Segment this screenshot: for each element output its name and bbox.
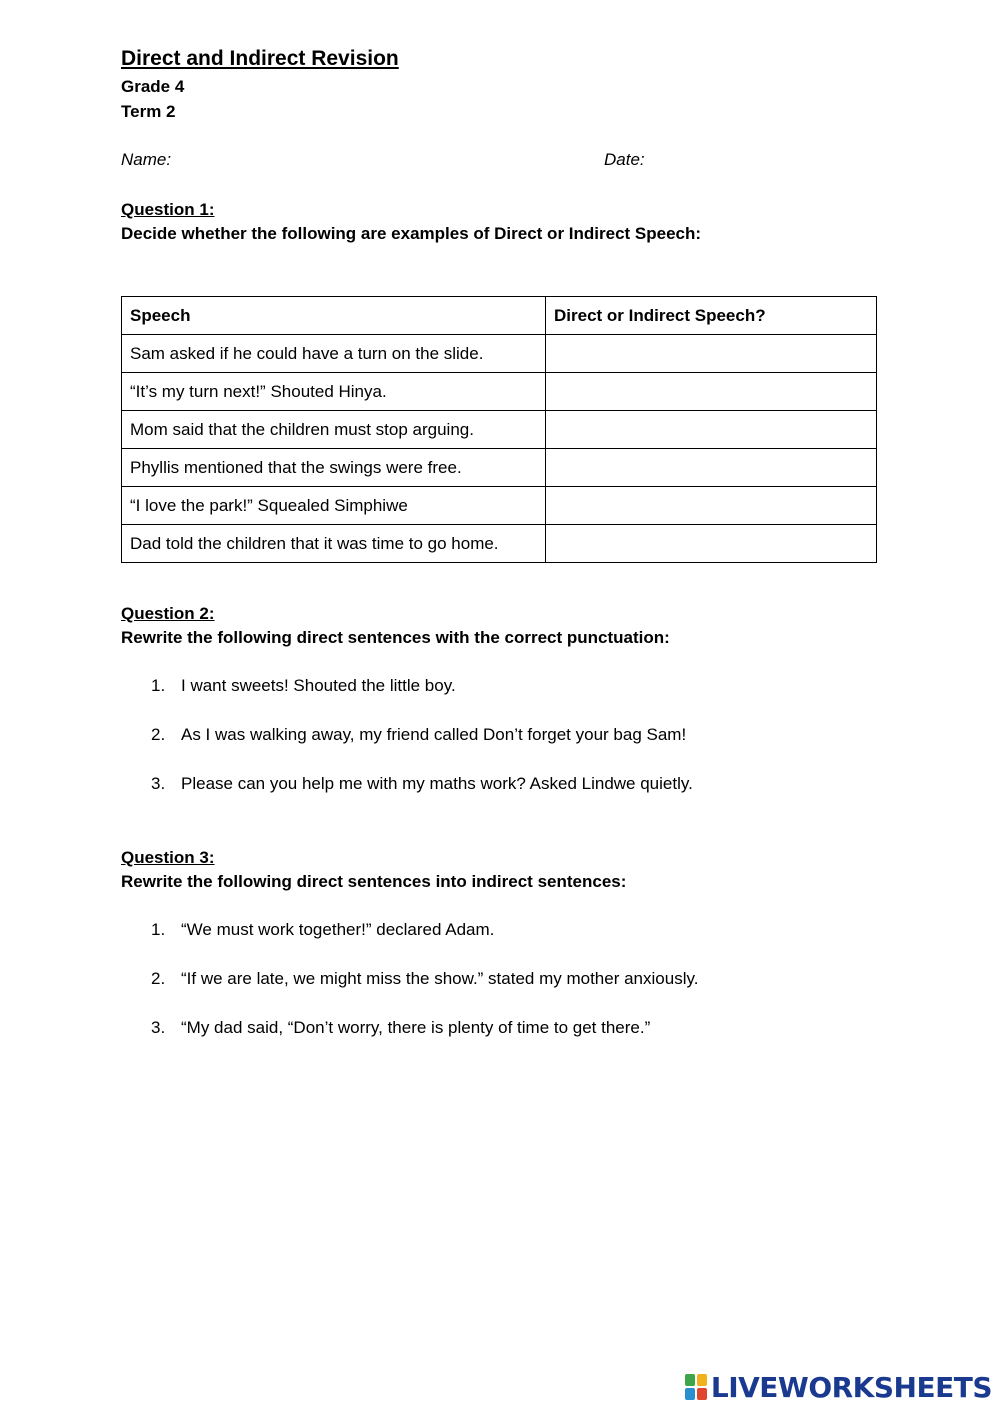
question-1-instruction: Decide whether the following are examples of Direct or Indirect Speech:: [121, 224, 702, 243]
speech-cell: Mom said that the children must stop arguing.: [122, 411, 546, 449]
item-text: “We must work together!” declared Adam.: [181, 920, 495, 939]
item-number: 3.: [151, 1018, 166, 1037]
answer-cell[interactable]: [546, 449, 877, 487]
speech-table: [121, 296, 877, 563]
table-header-row: [122, 297, 877, 335]
liveworksheets-logo-icon: [685, 1374, 707, 1400]
table-row: [122, 449, 877, 487]
answer-cell[interactable]: [546, 487, 877, 525]
speech-cell: Sam asked if he could have a turn on the slide.: [122, 335, 546, 373]
answer-cell[interactable]: [546, 411, 877, 449]
speech-cell: Dad told the children that it was time to go home.: [122, 525, 546, 563]
table-row: [122, 411, 877, 449]
page-title: Direct and Indirect Revision: [121, 47, 399, 70]
item-number: 3.: [151, 774, 166, 793]
name-label: Name:: [121, 150, 172, 169]
liveworksheets-logo: [685, 1369, 992, 1405]
logo-square-red: [697, 1388, 707, 1400]
grade-label: Grade 4: [121, 77, 185, 96]
table-row: [122, 335, 877, 373]
logo-square-yellow: [697, 1374, 707, 1386]
question-2-heading: Question 2:: [121, 604, 215, 623]
item-number: 1.: [151, 920, 166, 939]
logo-square-blue: [685, 1388, 695, 1400]
item-text: “If we are late, we might miss the show.” stated my mother anxiously.: [181, 969, 699, 988]
item-number: 2.: [151, 969, 166, 988]
header-speech: Speech: [122, 297, 546, 335]
answer-cell[interactable]: [546, 335, 877, 373]
answer-cell[interactable]: [546, 525, 877, 563]
question-3-instruction: Rewrite the following direct sentences into indirect sentences:: [121, 872, 627, 891]
item-text: I want sweets! Shouted the little boy.: [181, 676, 456, 695]
item-text: Please can you help me with my maths work? Asked Lindwe quietly.: [181, 774, 693, 793]
speech-cell: “I love the park!” Squealed Simphiwe: [122, 487, 546, 525]
speech-cell: Phyllis mentioned that the swings were free.: [122, 449, 546, 487]
item-number: 2.: [151, 725, 166, 744]
logo-square-green: [685, 1374, 695, 1386]
item-text: “My dad said, “Don’t worry, there is plenty of time to get there.”: [181, 1018, 651, 1037]
term-label: Term 2: [121, 102, 176, 121]
question-1-heading: Question 1:: [121, 200, 215, 219]
table-row: [122, 487, 877, 525]
item-number: 1.: [151, 676, 166, 695]
item-text: As I was walking away, my friend called Don’t forget your bag Sam!: [181, 725, 687, 744]
date-label: Date:: [604, 150, 645, 169]
table-row: [122, 525, 877, 563]
speech-cell: “It’s my turn next!” Shouted Hinya.: [122, 373, 546, 411]
question-2-instruction: Rewrite the following direct sentences with the correct punctuation:: [121, 628, 670, 647]
question-3-heading: Question 3:: [121, 848, 215, 867]
answer-cell[interactable]: [546, 373, 877, 411]
header-direct-or-indirect: Direct or Indirect Speech?: [546, 297, 877, 335]
table-row: [122, 373, 877, 411]
liveworksheets-logo-text: LIVEWORKSHEETS: [710, 1370, 992, 1404]
